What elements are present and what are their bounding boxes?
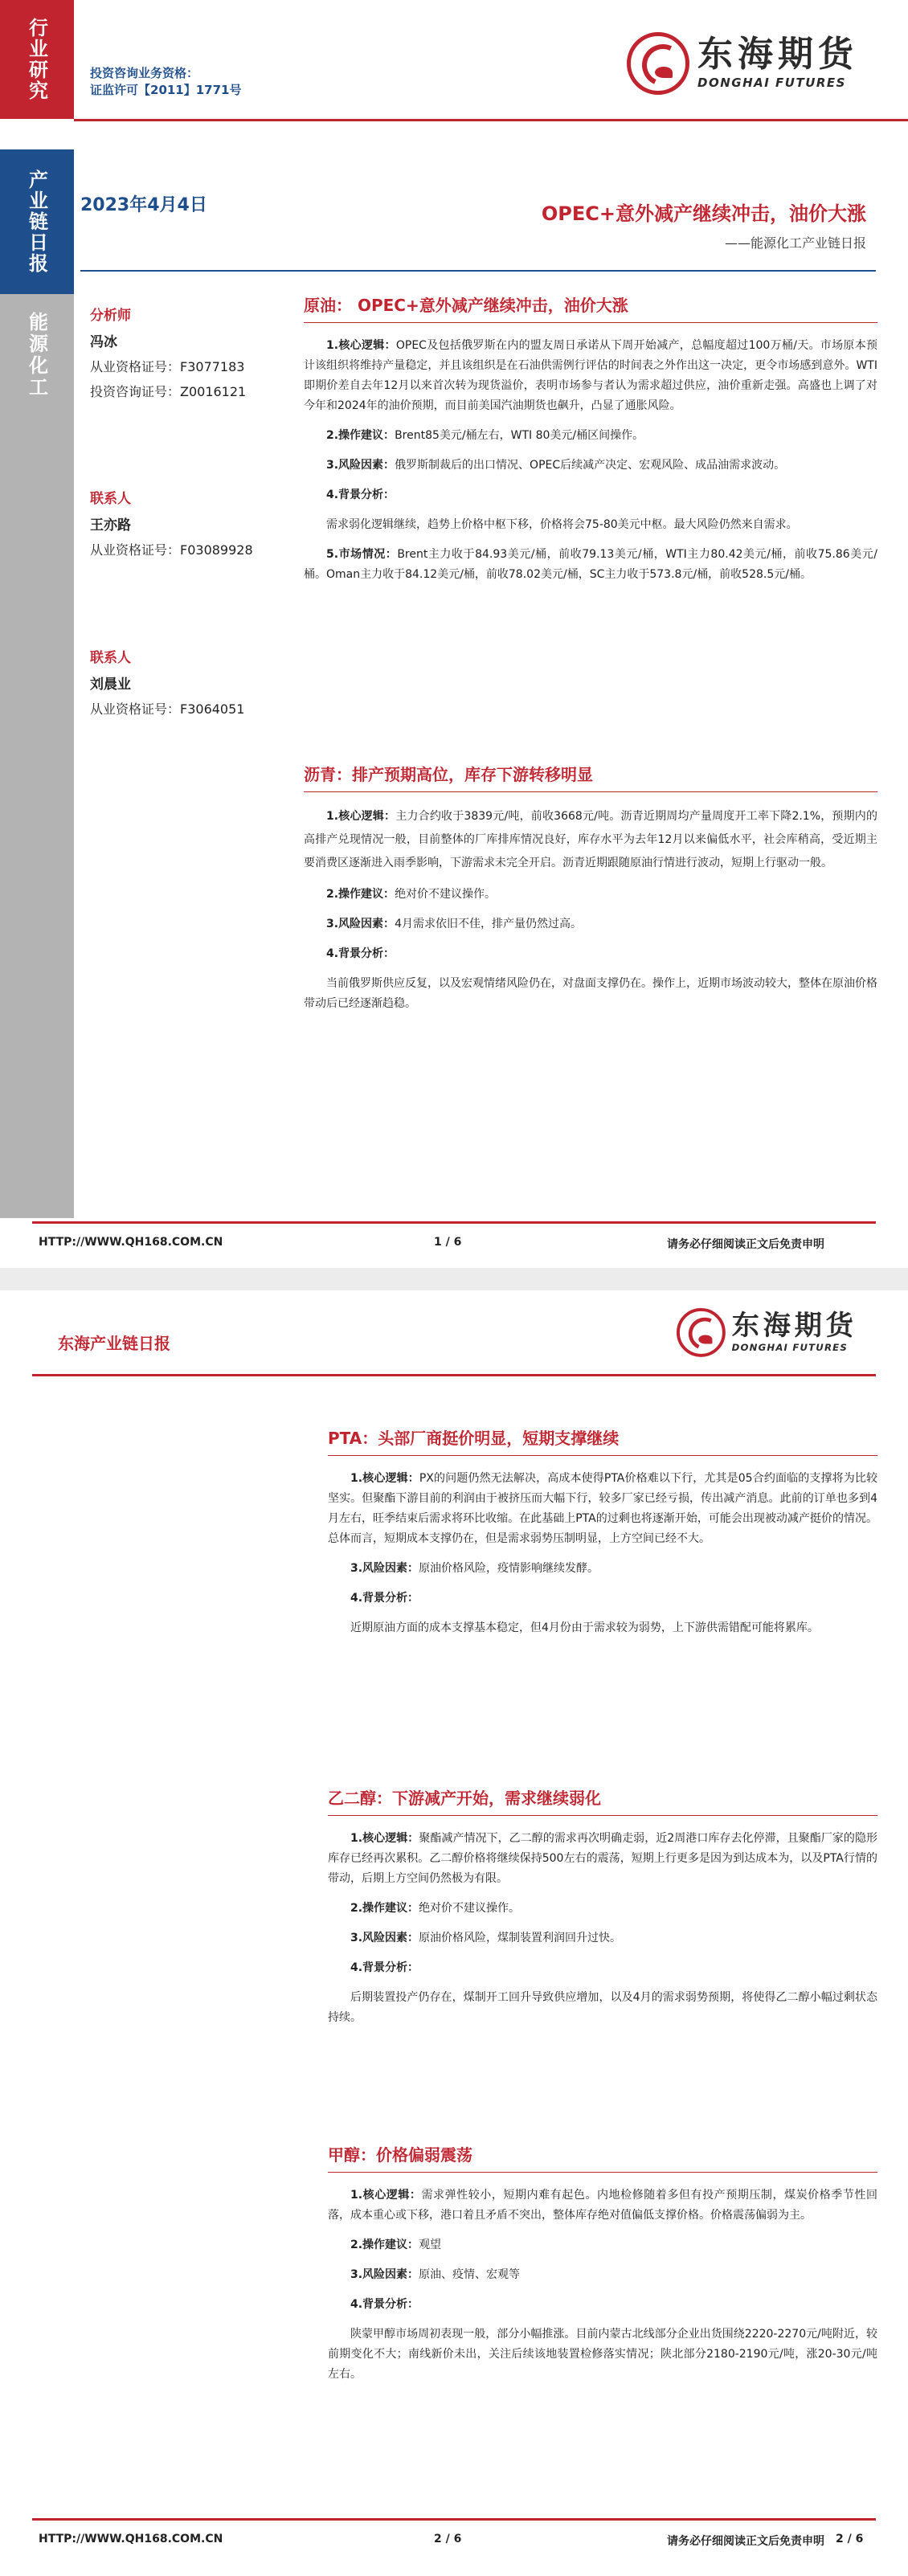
contact-license: 从业资格证号：F03089928 [90, 542, 253, 558]
paragraph-core-logic: 1.核心逻辑：OPEC及包括俄罗斯在内的盟友周日承诺从下周开始减产，总幅度超过100万桶/天。市场原本预计该组织将维持产量稳定，并且该组织是在石油供需例行评估的时间表之外作出这一决定，更令市场感到意外。WTI即期价差自去年12月以来首次转为现货溢价，表明市场参与者认为需求超过供应，油价重新走强。高盛也上调了对今年和2024年的油价预期，而目前美国汽油期货也飙升，凸显了通胀风险。 [304, 339, 877, 412]
analyst-advisory-license: 投资咨询证号：Z0016121 [90, 384, 247, 399]
analyst-name: 冯冰 [90, 334, 117, 350]
logo-chinese-name: 东海期货 [697, 34, 858, 75]
paragraph-risk: 3.风险因素：原油价格风险，煤制装置利润回升过快。 [350, 1932, 622, 1944]
paragraph-core-logic: 1.核心逻辑：PX的问题仍然无法解决，高成本使得PTA价格难以下行，尤其是05合约面临的支撑将为比较坚实。但聚酯下游目前的利润由于被挤压而大幅下行，较多厂家已经亏损，传出减产消息。此前的订单也多到4月左右，旺季结束后需求将环比收缩。在此基础上PTA的过剩也将逐渐开始，可能会出现被动减产挺价的情况。总体而言，短期成本支撑仍在，但是需求弱势压制明显，上方空间已经不大。 [328, 1472, 877, 1545]
page-number-right: 2 / 6 [836, 2533, 864, 2545]
section-underline [304, 322, 877, 323]
paragraph-market: 5.市场情况：Brent主力收于84.93美元/桶，前收79.13美元/桶，WTI主力80.42美元/桶，前收75.86美元/桶。Oman主力收于84.12美元/桶，前收78.02美元/桶，SC主力收于573.8元/桶，前收528.5元/桶。 [304, 548, 878, 581]
section-heading: PTA：头部厂商挺价明显，短期支撑继续 [328, 1429, 620, 1448]
section-methanol [328, 2142, 877, 2394]
paragraph-background: 近期原油方面的成本支撑基本稳定，但4月份由于需求较为弱势，上下游供需错配可能将累库。 [350, 1621, 819, 1634]
category-band-daily-report [0, 149, 74, 294]
section-underline [328, 2172, 877, 2173]
website-link[interactable]: HTTP://WWW.QH168.COM.CN [39, 2533, 223, 2545]
title-divider [80, 270, 876, 272]
footer-divider [32, 2518, 876, 2521]
footer-divider [32, 1221, 876, 1224]
contact-role: 联系人 [90, 491, 131, 507]
section-asphalt [304, 762, 877, 1024]
section-heading: 原油： OPEC+意外减产继续冲击，油价大涨 [304, 296, 628, 315]
paragraph-suggestion: 2.操作建议：绝对价不建议操作。 [350, 1902, 521, 1915]
category-band-industry-research [0, 0, 74, 119]
paragraph-background: 陕蒙甲醇市场周初表现一般，部分小幅推涨。目前内蒙古北线部分企业出货围绕2220-2270元/吨附近，较前期变化不大；南线新价未出，关注后续该地装置检修落实情况；陕北部分2180-2190元/吨，涨20-30元/吨左右。 [328, 2328, 877, 2381]
paragraph-background: 当前俄罗斯供应反复，以及宏观情绪风险仍在，对盘面支撑仍在。操作上，近期市场波动较大，整体在原油价格带动后已经逐渐趋稳。 [304, 977, 877, 1010]
page-separator [0, 1268, 908, 1290]
section-heading: 乙二醇：下游减产开始，需求继续弱化 [328, 1789, 601, 1808]
disclaimer-note: 请务必仔细阅读正文后免责申明 [667, 1238, 824, 1251]
paragraph-risk: 3.风险因素：俄罗斯制裁后的出口情况、OPEC后续减产决定、宏观风险、成品油需求波动。 [326, 459, 786, 472]
contact-license: 从业资格证号：F3064051 [90, 701, 245, 717]
logo-english-name: DONGHAI FUTURES [731, 1342, 848, 1354]
dragon-logo-icon [677, 1308, 726, 1357]
contact-name: 刘晨业 [90, 677, 131, 693]
paragraph-background: 后期装置投产仍存在，煤制开工回升导致供应增加，以及4月的需求弱势预期，将使得乙二醇小幅过剩状态持续。 [328, 1991, 877, 2024]
category-label: 行业研究 [25, 18, 48, 101]
report-date: 2023年4月4日 [80, 195, 207, 215]
header-divider [32, 1374, 876, 1376]
header-divider [74, 119, 908, 121]
paragraph-core-logic: 1.核心逻辑：需求弹性较小，短期内难有起色。内地检修随着多但有投产预期压制，煤炭价格季节性回落，成本重心或下移，港口着且矛盾不突出，整体库存绝对值偏低支撑价格。价格震荡偏弱为主。 [328, 2189, 878, 2222]
section-underline [328, 1455, 877, 1456]
donghai-logo [677, 1308, 857, 1357]
paragraph-background-label: 4.背景分析： [326, 947, 395, 960]
logo-chinese-name: 东海期货 [731, 1309, 857, 1342]
section-crude-oil [304, 292, 877, 595]
donghai-logo [627, 32, 858, 95]
paragraph-background-label: 4.背景分析： [350, 1592, 419, 1605]
contact-block-1 [90, 487, 253, 565]
contact-block-2 [90, 646, 244, 724]
report-type-label: 产业链日报 [25, 170, 48, 274]
analyst-role: 分析师 [90, 308, 131, 324]
paragraph-suggestion: 2.操作建议：绝对价不建议操作。 [326, 888, 497, 901]
paragraph-suggestion: 2.操作建议：Brent85美元/桶左右，WTI 80美元/桶区间操作。 [326, 429, 644, 442]
page-number: 1 / 6 [434, 1236, 462, 1249]
section-heading: 甲醇：价格偏弱震荡 [328, 2145, 472, 2165]
disclaimer-note: 请务必仔细阅读正文后免责申明 [667, 2535, 824, 2548]
paragraph-risk: 3.风险因素：原油价格风险，疫情影响继续发酵。 [350, 1562, 599, 1575]
website-link[interactable]: HTTP://WWW.QH168.COM.CN [39, 1236, 223, 1249]
paragraph-background-label: 4.背景分析： [350, 2298, 419, 2311]
section-underline [328, 1815, 877, 1816]
dragon-logo-icon [627, 32, 689, 95]
report-title: OPEC+意外减产继续冲击，油价大涨 [541, 202, 866, 225]
qualification-number: 证监许可【2011】1771号 [90, 83, 242, 97]
category-band-energy-chemical [0, 294, 74, 1218]
paragraph-suggestion: 2.操作建议：观望 [350, 2239, 442, 2251]
report-subtitle: ——能源化工产业链日报 [724, 235, 866, 251]
paragraph-risk: 3.风险因素：原油、疫情、宏观等 [350, 2268, 521, 2281]
paragraph-background-label: 4.背景分析： [326, 489, 395, 501]
section-underline [304, 791, 877, 792]
section-pta [328, 1425, 877, 1648]
sector-label: 能源化工 [25, 312, 48, 399]
contact-name: 王亦路 [90, 517, 131, 534]
paragraph-core-logic: 1.核心逻辑：主力合约收于3839元/吨，前收3668元/吨。沥青近期周均产量周度开工率下降2.1%，预期内的高排产兑现情况一般，目前整体的厂库排库情况良好，库存水平为去年12月以来偏低水平，社会库稍高，受近期主要消费区逐渐进入雨季影响，下游需求未完全开启。沥青近期跟随原油行情进行波动，短期上行驱动一般。 [304, 810, 877, 869]
paragraph-background: 需求弱化逻辑继续，趋势上价格中枢下移，价格将会75-80美元中枢。最大风险仍然来自需求。 [326, 518, 798, 531]
paragraph-risk: 3.风险因素：4月需求依旧不佳，排产量仍然过高。 [326, 918, 582, 930]
qualification-label: 投资咨询业务资格： [90, 66, 199, 80]
contact-role: 联系人 [90, 650, 131, 666]
section-heading: 沥青：排产预期高位，库存下游转移明显 [304, 765, 593, 784]
paragraph-background-label: 4.背景分析： [350, 1961, 419, 1974]
page-number: 2 / 6 [434, 2533, 462, 2545]
report-page-2 [0, 1290, 908, 2576]
analyst-license: 从业资格证号：F3077183 [90, 359, 245, 374]
section-ethylene-glycol [328, 1785, 877, 2038]
paragraph-core-logic: 1.核心逻辑：聚酯减产情况下，乙二醇的需求再次明确走弱，近2周港口库存去化停滞，且聚酯厂家的隐形库存已经再次累积。乙二醇价格将继续保持500左右的震荡，短期上行更多是因为到达成本为，以及PTA行情的带动，后期上方空间仍然极为有限。 [328, 1832, 877, 1885]
running-header-title: 东海产业链日报 [58, 1334, 170, 1353]
logo-english-name: DONGHAI FUTURES [697, 76, 846, 90]
analyst-block [90, 304, 246, 407]
